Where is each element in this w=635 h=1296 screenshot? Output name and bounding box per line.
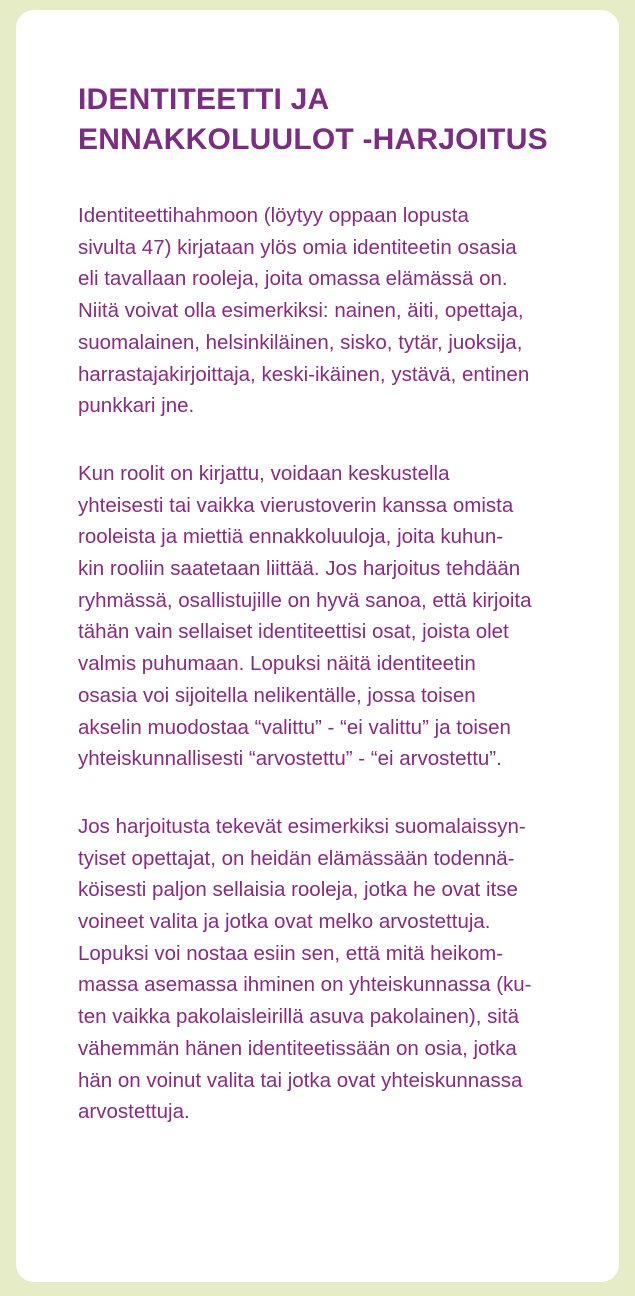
text-line: köisesti paljon sellaisia rooleja, jotka he ovat itse: [78, 878, 518, 902]
text-line: yhteiskunnallisesti “arvostettu” - “ei arvostettu”.: [78, 747, 502, 771]
text-line: ryhmässä, osallistujille on hyvä sanoa, että kirjoita: [78, 588, 532, 612]
text-line: punkkari jne.: [78, 394, 195, 418]
paragraph-identity-figure: [78, 200, 570, 422]
text-line: suomalainen, helsinkiläinen, sisko, tytär, juoksija,: [78, 330, 523, 354]
text-line: Identiteettihahmoon (löytyy oppaan lopusta: [78, 204, 469, 227]
paragraph-discussion: [78, 458, 570, 775]
text-line: Kun roolit on kirjattu, voidaan keskustella: [78, 461, 450, 485]
text-line: Jos harjoitusta tekevät esimerkiksi suomalaissyn-: [78, 814, 526, 838]
text-line: akselin muodostaa “valittu” - “ei valittu” ja toisen: [78, 715, 511, 739]
text-line: eli tavallaan rooleja, joita omassa elämässä on.: [78, 267, 508, 291]
text-line: osasia voi sijoitella nelikentälle, jossa toisen: [78, 683, 476, 707]
text-line: rooleista ja miettiä ennakkoluuloja, joita kuhun-: [78, 525, 504, 549]
text-line: Lopuksi voi nostaa esiin sen, että mitä heikom-: [78, 941, 504, 965]
text-line: massa asemassa ihminen on yhteiskunnassa (ku-: [78, 973, 532, 997]
text-line: hän on voinut valita tai jotka ovat yhteiskunnassa: [78, 1068, 523, 1092]
text-line: tähän vain sellaiset identiteettisi osat, joista olet: [78, 620, 509, 644]
text-line: harrastajakirjoittaja, keski-ikäinen, ystävä, entinen: [78, 362, 530, 386]
title-line: ENNAKKOLUULOT -HARJOITUS: [78, 123, 548, 156]
title-line: IDENTITEETTI JA: [78, 83, 330, 116]
text-line: kin rooliin saatetaan liittää. Jos harjoitus tehdään: [78, 557, 521, 581]
text-line: ten vaikka pakolaisleirillä asuva pakolainen), sitä: [78, 1005, 519, 1029]
page-title: [78, 80, 567, 160]
content-card: [16, 10, 619, 1282]
text-line: tyiset opettajat, on heidän elämässään todennä-: [78, 846, 515, 870]
text-line: sivulta 47) kirjataan ylös omia identiteetin osasia: [78, 235, 517, 259]
text-line: valmis puhumaan. Lopuksi näitä identiteetin: [78, 652, 476, 676]
paragraph-example: [78, 811, 570, 1128]
text-line: voineet valita ja jotka ovat melko arvostettuja.: [78, 910, 491, 934]
text-line: yhteisesti tai vaikka vierustoverin kanssa omista: [78, 493, 514, 517]
text-line: vähemmän hänen identiteetissään on osia, jotka: [78, 1036, 517, 1060]
text-line: Niitä voivat olla esimerkiksi: nainen, äiti, opettaja,: [78, 299, 524, 323]
text-line: arvostettuja.: [78, 1100, 190, 1124]
